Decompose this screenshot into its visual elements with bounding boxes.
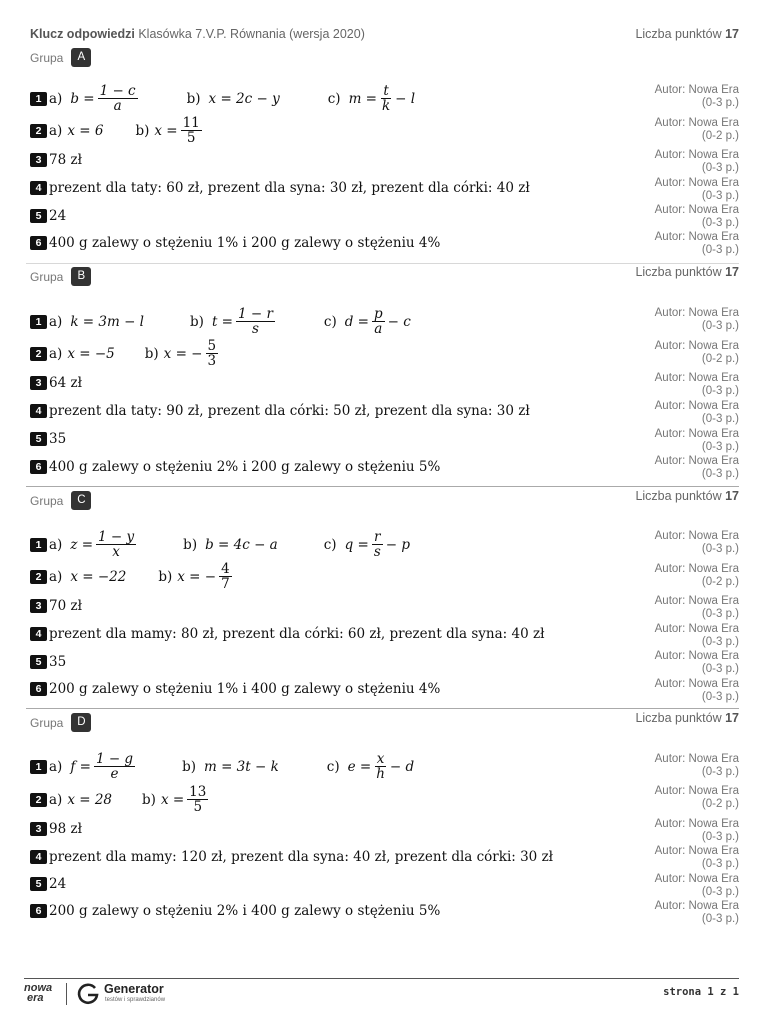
answer-text: 35 [49, 431, 67, 447]
author-note: Autor: Nowa Era (0-3 p.) [654, 530, 739, 555]
task-3 [30, 598, 82, 614]
author-note: Autor: Nowa Era (0-3 p.) [654, 623, 739, 648]
task-number-badge: 6 [30, 236, 47, 250]
task-number-badge: 1 [30, 538, 47, 552]
points-value: 17 [725, 27, 739, 41]
task-number-badge: 5 [30, 655, 47, 669]
group-badge: D [71, 713, 91, 732]
group-label: Grupa A [30, 48, 91, 67]
generator-logo-icon [76, 982, 100, 1006]
task-5 [30, 654, 66, 670]
task-4 [30, 849, 553, 865]
group-points: Liczba punktów 17 [635, 711, 739, 725]
task-number-badge: 2 [30, 124, 47, 138]
author-note: Autor: Nowa Era (0-3 p.) [654, 845, 739, 870]
task-number-badge: 4 [30, 181, 47, 195]
author-note: Autor: Nowa Era (0-3 p.) [654, 678, 739, 703]
answer-text: prezent dla mamy: 120 zł, prezent dla syna: 40 zł, prezent dla córki: 30 zł [49, 849, 554, 865]
group-divider [26, 263, 739, 264]
answer-text: prezent dla taty: 60 zł, prezent dla syna: 30 zł, prezent dla córki: 40 zł [49, 180, 530, 196]
author-note: Autor: Nowa Era (0-2 p.) [654, 785, 739, 810]
answer-text: 24 [49, 208, 67, 224]
task-2: 2 a) x = 28 b) x = $\frac{13}{5}$ [30, 785, 211, 814]
author-note: Autor: Nowa Era (0-3 p.) [654, 428, 739, 453]
answer-text: 400 g zalewy o stężeniu 2% i 200 g zalewy o stężeniu 5% [49, 459, 441, 475]
task-2: 2 a) x = −5 b) x = − $\frac{5}{3}$ [30, 339, 221, 368]
task-2: 2 a) x = 6 b) x = $\frac{11}{5}$ [30, 116, 205, 145]
task-4 [30, 180, 530, 196]
group-badge: C [71, 491, 91, 510]
task-1: 1 a) k = 3m − l b) t = $\frac{1 - r}{s}$ c) d = $\frac{p}{a}$ − c [30, 307, 411, 336]
task-number-badge: 1 [30, 315, 47, 329]
footer-divider [24, 978, 739, 979]
group-label: Grupa B [30, 267, 91, 286]
author-note: Autor: Nowa Era (0-2 p.) [654, 117, 739, 142]
task-6 [30, 903, 440, 919]
author-note: Autor: Nowa Era (0-3 p.) [654, 84, 739, 109]
author-note: Autor: Nowa Era (0-3 p.) [654, 400, 739, 425]
author-note: Autor: Nowa Era (0-3 p.) [654, 149, 739, 174]
task-number-badge: 3 [30, 599, 47, 613]
task-6 [30, 235, 440, 251]
task-3 [30, 821, 82, 837]
task-5 [30, 876, 66, 892]
answer-text: prezent dla taty: 90 zł, prezent dla córki: 50 zł, prezent dla syna: 30 zł [49, 403, 530, 419]
document-title-bold: Klucz odpowiedzi [30, 27, 135, 41]
fraction: $\frac{13}{5}$ [189, 784, 207, 816]
answer-text: 64 zł [49, 375, 82, 391]
task-number-badge: 4 [30, 404, 47, 418]
group-label: Grupa C [30, 491, 91, 510]
group-points: Liczba punktów 17 [635, 265, 739, 279]
document-title: Klasówka 7.V.P. Równania (wersja 2020) [134, 27, 365, 41]
points-label: Liczba punktów [635, 27, 722, 41]
task-number-badge: 6 [30, 682, 47, 696]
fraction: $\frac{5}{3}$ [207, 338, 217, 370]
author-note: Autor: Nowa Era (0-3 p.) [654, 372, 739, 397]
answer-text: 70 zł [49, 598, 82, 614]
task-3 [30, 375, 82, 391]
fraction: $\frac{1 - c}{a}$ [99, 83, 136, 115]
author-note: Autor: Nowa Era (0-3 p.) [654, 650, 739, 675]
fraction: $\frac{1 - g}{e}$ [95, 751, 134, 783]
fraction: $\frac{r}{s}$ [373, 529, 381, 561]
generator-logo-text: Generator [104, 982, 164, 996]
author-note: Autor: Nowa Era (0-3 p.) [654, 204, 739, 229]
group-badge: B [71, 267, 91, 286]
page-number: strona 1 z 1 [663, 986, 739, 998]
task-6 [30, 459, 440, 475]
author-note: Autor: Nowa Era (0-3 p.) [654, 753, 739, 778]
answer-text: 24 [49, 876, 67, 892]
fraction: $\frac{11}{5}$ [182, 115, 200, 147]
answer-text: 78 zł [49, 152, 82, 168]
task-number-badge: 2 [30, 570, 47, 584]
task-number-badge: 5 [30, 877, 47, 891]
author-note: Autor: Nowa Era (0-3 p.) [654, 455, 739, 480]
task-3 [30, 152, 82, 168]
author-note: Autor: Nowa Era (0-3 p.) [654, 177, 739, 202]
task-6 [30, 681, 440, 697]
fraction: $\frac{4}{7}$ [221, 561, 230, 593]
answer-text: 200 g zalewy o stężeniu 2% i 400 g zalewy o stężeniu 5% [49, 903, 441, 919]
task-1: 1 a) f = $\frac{1 - g}{e}$ b) m = 3t − k c) e = $\frac{x}{h}$ − d [30, 752, 414, 781]
task-number-badge: 6 [30, 460, 47, 474]
logo-divider [66, 983, 67, 1005]
fraction: $\frac{1 - r}{s}$ [237, 306, 273, 338]
task-2: 2 a) x = −22 b) x = − $\frac{4}{7}$ [30, 562, 235, 591]
task-number-badge: 5 [30, 432, 47, 446]
answer-text: 200 g zalewy o stężeniu 1% i 400 g zalewy o stężeniu 4% [49, 681, 441, 697]
answer-text: 35 [49, 654, 67, 670]
task-number-badge: 3 [30, 822, 47, 836]
fraction: $\frac{p}{a}$ [373, 306, 383, 338]
author-note: Autor: Nowa Era (0-3 p.) [654, 595, 739, 620]
group-points: Liczba punktów 17 [635, 489, 739, 503]
task-number-badge: 3 [30, 153, 47, 167]
group-divider [26, 486, 739, 487]
task-5 [30, 208, 66, 224]
nowa-era-logo: nowa era [24, 982, 53, 1004]
answer-text: 400 g zalewy o stężeniu 1% i 200 g zalewy o stężeniu 4% [49, 235, 441, 251]
author-note: Autor: Nowa Era (0-2 p.) [654, 563, 739, 588]
generator-logo-subtitle: testów i sprawdzianów [105, 997, 166, 1003]
author-note: Autor: Nowa Era (0-3 p.) [654, 231, 739, 256]
task-number-badge: 3 [30, 376, 47, 390]
task-4 [30, 626, 544, 642]
author-note: Autor: Nowa Era (0-2 p.) [654, 340, 739, 365]
task-number-badge: 1 [30, 92, 47, 106]
group-label: Grupa D [30, 713, 91, 732]
task-number-badge: 2 [30, 347, 47, 361]
group-badge: A [71, 48, 91, 67]
task-4 [30, 403, 530, 419]
task-5 [30, 431, 66, 447]
author-note: Autor: Nowa Era (0-3 p.) [654, 873, 739, 898]
author-note: Autor: Nowa Era (0-3 p.) [654, 818, 739, 843]
fraction: $\frac{t}{k}$ [381, 83, 391, 115]
task-number-badge: 4 [30, 850, 47, 864]
task-number-badge: 5 [30, 209, 47, 223]
task-number-badge: 1 [30, 760, 47, 774]
author-note: Autor: Nowa Era (0-3 p.) [654, 900, 739, 925]
task-1: 1 a) b = $\frac{1 - c}{a}$ b) x = 2c − y c) m = $\frac{t}{k}$ − l [30, 84, 415, 113]
task-number-badge: 6 [30, 904, 47, 918]
answer-text: prezent dla mamy: 80 zł, prezent dla córki: 60 zł, prezent dla syna: 40 zł [49, 626, 545, 642]
task-1: 1 a) z = $\frac{1 - y}{x}$ b) b = 4c − a c) q = $\frac{r}{s}$ − p [30, 530, 410, 559]
task-number-badge: 2 [30, 793, 47, 807]
answer-text: 98 zł [49, 821, 82, 837]
total-points [635, 27, 739, 41]
fraction: $\frac{x}{h}$ [376, 751, 385, 783]
page-header [30, 27, 739, 45]
group-divider [26, 708, 739, 709]
author-note: Autor: Nowa Era (0-3 p.) [654, 307, 739, 332]
task-number-badge: 4 [30, 627, 47, 641]
fraction: $\frac{1 - y}{x}$ [98, 529, 135, 561]
